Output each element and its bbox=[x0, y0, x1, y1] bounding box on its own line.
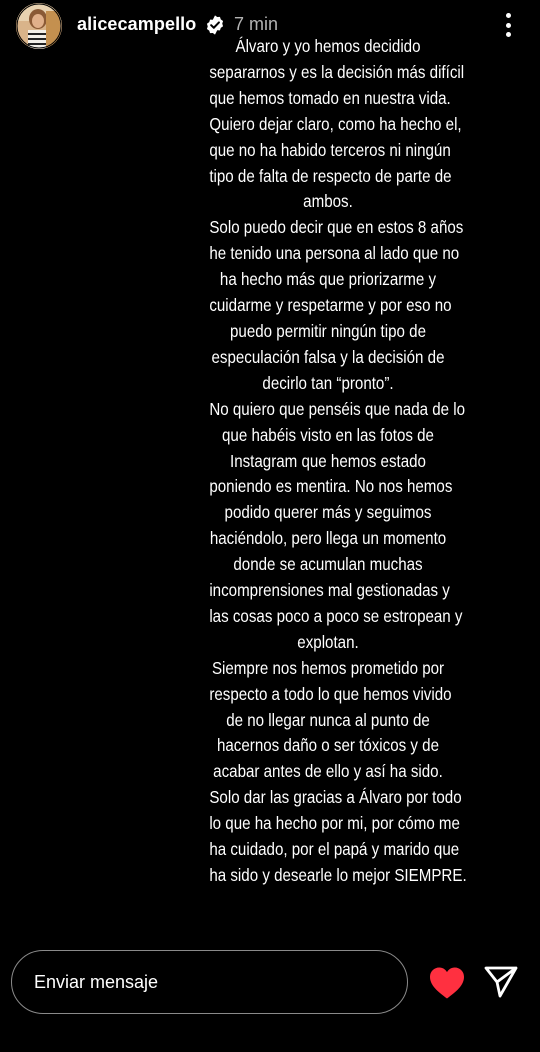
story-text-line: puedo permitir ningún tipo de bbox=[230, 320, 426, 341]
story-text-line: explotan. bbox=[297, 631, 359, 652]
story-text-line: Quiero dejar claro, como ha hecho el, bbox=[209, 113, 462, 134]
story-text-line: Instagram que hemos estado bbox=[230, 450, 426, 471]
story-text-line: haciéndolo, pero llega un momento bbox=[209, 528, 447, 549]
story-text-line: Álvaro y yo hemos decidido bbox=[235, 36, 421, 56]
story-text-line: Solo puedo decir que en estos 8 años bbox=[209, 217, 464, 238]
story-text bbox=[209, 34, 467, 889]
avatar-image bbox=[16, 3, 62, 49]
story-text-line: poniendo es mentira. No nos hemos bbox=[209, 476, 453, 497]
post-time: 7 min bbox=[234, 14, 279, 34]
story-text-line: respecto a todo lo que hemos vivido bbox=[209, 683, 452, 704]
story-text-line: ambos. bbox=[303, 191, 353, 212]
verified-badge-icon bbox=[204, 14, 226, 36]
story-text-line: decirlo tan “pronto”. bbox=[262, 372, 394, 393]
story-text-line: hacernos daño o ser tóxicos y de bbox=[216, 735, 440, 756]
story-text-line: especulación falsa y la decisión de bbox=[211, 346, 445, 367]
story-text-line: de no llegar nunca al punto de bbox=[226, 709, 430, 730]
story-text-line: podido querer más y seguimos bbox=[224, 502, 432, 523]
story-text-line: ha sido y desearle lo mejor SIEMPRE. bbox=[209, 865, 467, 885]
story-text-line: Siempre nos hemos prometido por bbox=[211, 657, 445, 678]
more-vertical-icon[interactable] bbox=[494, 10, 522, 40]
story-text-line: donde se acumulan muchas bbox=[233, 554, 423, 575]
story-text-line: Solo dar las gracias a Álvaro por todo bbox=[209, 787, 462, 808]
story-reply-bar bbox=[0, 938, 540, 1052]
story-text-line: he tenido una persona al lado que no bbox=[209, 243, 460, 264]
story-text-line: lo que ha hecho por mi, por cómo me bbox=[209, 813, 460, 834]
story-text-line: que habéis visto en las fotos de bbox=[222, 424, 434, 445]
story-text-line: las cosas poco a poco se estropean y bbox=[209, 605, 463, 626]
username[interactable]: alicecampello bbox=[77, 14, 197, 34]
story-text-line: incomprensiones mal gestionadas y bbox=[209, 580, 450, 601]
story-text-line: ha hecho más que priorizarme y bbox=[219, 269, 437, 290]
send-icon[interactable] bbox=[483, 964, 519, 1000]
avatar[interactable] bbox=[16, 3, 62, 49]
message-input[interactable] bbox=[11, 950, 408, 1014]
story-text-line: que no ha habido terceros ni ningún bbox=[209, 139, 451, 160]
story-text-line: No quiero que penséis que nada de lo bbox=[209, 398, 466, 419]
story-text-line: tipo de falta de respecto de parte de bbox=[209, 165, 452, 186]
story-text-line: que hemos tomado en nuestra vida. bbox=[209, 87, 451, 108]
story-text-line: separarnos y es la decisión más difícil bbox=[209, 61, 465, 82]
story-text-line: acabar antes de ello y así ha sido. bbox=[213, 761, 443, 782]
heart-icon[interactable] bbox=[428, 966, 466, 1000]
story-text-line: ha cuidado, por el papá y marido que bbox=[209, 839, 460, 860]
story-text-line: cuidarme y respetarme y por eso no bbox=[209, 295, 452, 316]
